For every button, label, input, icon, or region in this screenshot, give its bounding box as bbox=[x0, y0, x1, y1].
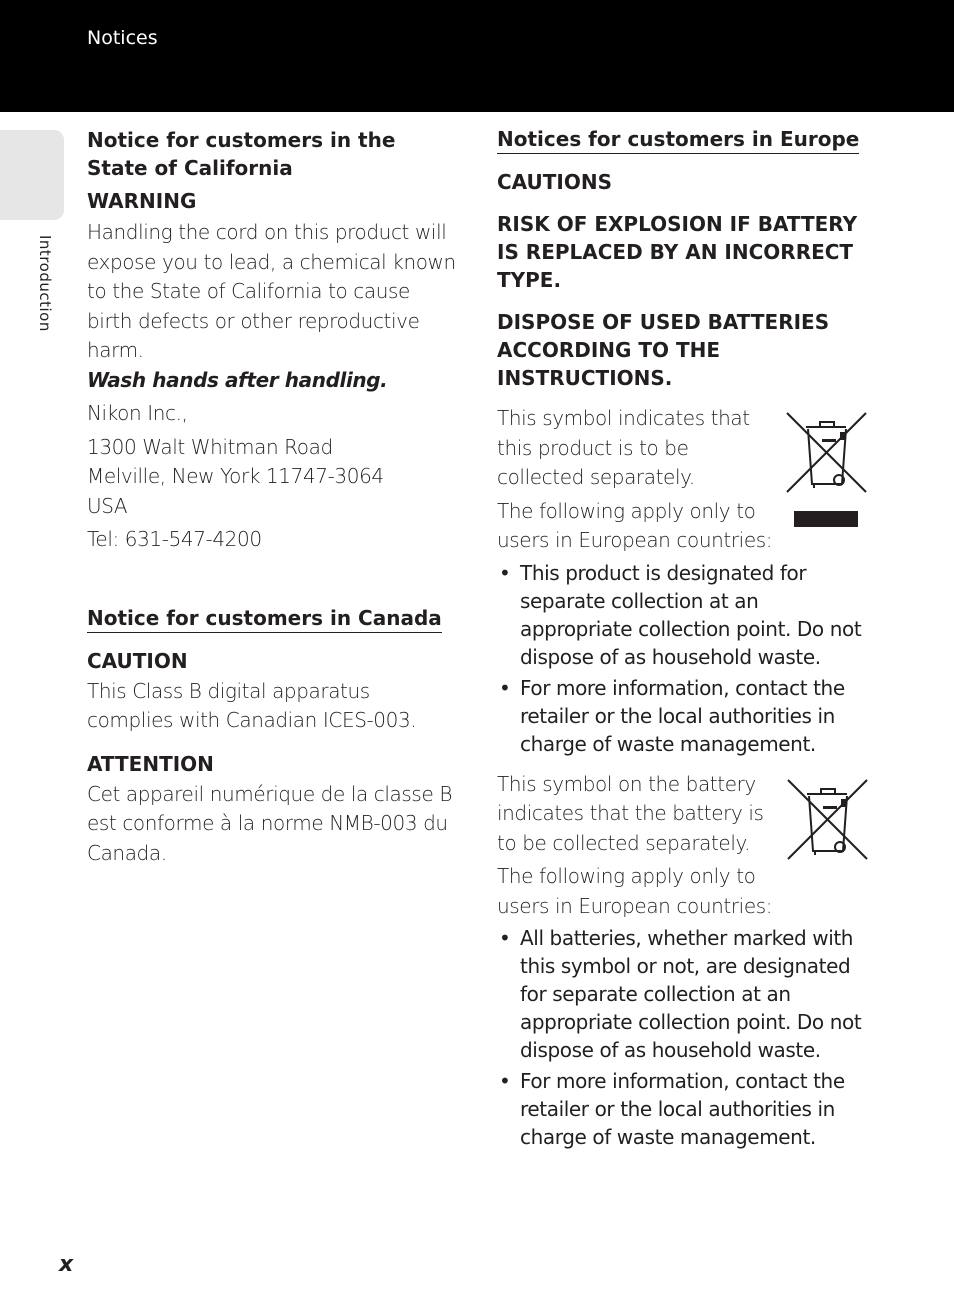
page-header bbox=[0, 0, 954, 112]
attention-label: ATTENTION bbox=[87, 751, 214, 776]
section-tab bbox=[0, 130, 64, 220]
canada-notice-title: Notice for customers in Canada bbox=[87, 605, 442, 633]
section-tab-label: Introduction bbox=[36, 235, 54, 332]
cautions-label: CAUTIONS bbox=[497, 170, 613, 194]
telephone: Tel: 631-547-4200 bbox=[87, 527, 262, 551]
warning-label: WARNING bbox=[87, 189, 197, 213]
caution-label: CAUTION bbox=[87, 648, 188, 673]
california-notice-title: Notice for customers in the State of California bbox=[87, 128, 396, 180]
dispose-batteries-text: DISPOSE OF USED BATTERIES ACCORDING TO THE INSTRUCTIONS. bbox=[497, 310, 830, 390]
warning-text: Handling the cord on this product will expose you to lead, a chemical known to the State of California to cause birth defects or other reproductive harm. bbox=[87, 220, 456, 362]
address-line-2: Melville, New York 11747-3064 bbox=[87, 464, 384, 488]
battery-symbol-text: This symbol on the battery indicates that the battery is to be collected separately. bbox=[497, 771, 764, 855]
caution-text: This Class B digital apparatus complies with Canadian ICES-003. bbox=[87, 678, 417, 732]
list-item: • For more information, contact the retailer or the local authorities in charge of waste management. bbox=[497, 674, 869, 758]
european-apply-text-1: The following apply only to users in European countries: bbox=[497, 498, 773, 552]
battery-crossed-out-bin-icon bbox=[787, 779, 869, 863]
address-line-3: USA bbox=[87, 493, 128, 518]
left-column bbox=[87, 126, 457, 868]
separate-collection-bar bbox=[794, 511, 858, 527]
header-title: Notices bbox=[87, 27, 158, 49]
battery-bullet-list bbox=[497, 924, 869, 1151]
product-bullet-list bbox=[497, 559, 869, 758]
list-item: • For more information, contact the retailer or the local authorities in charge of waste management. bbox=[497, 1067, 869, 1151]
right-column bbox=[497, 126, 869, 1151]
europe-notice-title: Notices for customers in Europe bbox=[497, 126, 859, 154]
risk-of-explosion-text: RISK OF EXPLOSION IF BATTERY IS REPLACED BY AN INCORRECT TYPE. bbox=[497, 212, 858, 292]
product-symbol-text: This symbol indicates that this product is to be collected separately. bbox=[497, 406, 750, 489]
company-name: Nikon Inc., bbox=[87, 401, 188, 425]
address-line-1: 1300 Walt Whitman Road bbox=[87, 434, 333, 459]
page-number: x bbox=[59, 1252, 74, 1277]
list-item: • This product is designated for separate collection at an appropriate collection point. Do not dispose of as household waste. bbox=[497, 559, 869, 671]
crossed-out-bin-icon bbox=[786, 412, 868, 496]
wash-hands-text: Wash hands after handling. bbox=[87, 367, 388, 392]
european-apply-text-2: The following apply only to users in European countries: bbox=[497, 864, 773, 918]
attention-text: Cet appareil numérique de la classe B est conforme à la norme NMB-003 du Canada. bbox=[87, 781, 453, 865]
list-item: • All batteries, whether marked with this symbol or not, are designated for separate collection at an appropriate collection point. Do not dispose of as household waste. bbox=[497, 924, 869, 1064]
